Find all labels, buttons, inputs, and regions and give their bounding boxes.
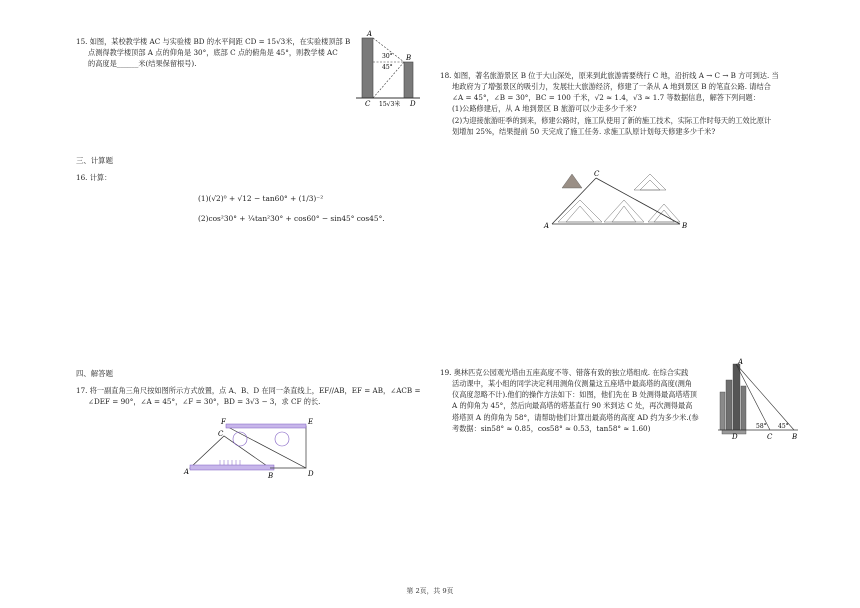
q18-line5: (2)为迎接旅游旺季的到来，修建公路时，施工队使用了新的施工技术，实际工作时每天的工效比原计 <box>452 115 772 125</box>
fig19-angle-45: 45° <box>778 423 789 430</box>
ruler-bar-bottom <box>190 465 274 470</box>
fig15-cd-length: 15√3米 <box>379 101 401 108</box>
fig19-label-d: D <box>732 433 738 441</box>
fig15-label-b: B <box>406 54 412 62</box>
page-footer: 第 2页，共 9页 <box>406 587 454 595</box>
q18-number: 18. <box>440 71 452 80</box>
q19-line3: 仪高度忽略不计).他们的操作方法如下：如图，他们先在 B 处测得最高塔塔顶 <box>452 390 697 400</box>
fig15-angle-30: 30° <box>382 53 393 60</box>
q17-line2: ∠DEF = 90°，∠A = 45°，∠F = 30°，BD = 3√3 − 3，求 CF 的长. <box>88 397 321 407</box>
q15-line3: 的高度是______米(结果保留根号). <box>88 59 197 69</box>
fig19-label-a: A <box>738 358 744 366</box>
q16-part2: (2)cos²30° + ¼tan²30° + cos60° − sin45° cos45°. <box>198 214 385 223</box>
fig17-label-c: C <box>218 430 224 438</box>
q16-intro: 计算： <box>89 173 112 182</box>
mountain-decoration-left <box>562 174 582 188</box>
fig15-label-c: C <box>365 100 371 108</box>
question-16 <box>76 172 416 183</box>
q18-line1: 如图，著名旅游景区 B 位于大山深处，原来到此旅游需要绕行 C 地，沿折线 A → C → B 方可到达. 当 <box>453 71 779 80</box>
fig17-label-e: E <box>308 418 314 426</box>
fig15-angle-45: 45° <box>382 64 393 71</box>
q15-line2: 点测得教学楼顶部 A 点的仰角是 30°，底部 C 点的俯角是 45°，则教学楼 AC <box>88 48 338 58</box>
q18-line3: ∠A = 45°，∠B = 30°，BC = 100 千米，√2 ≈ 1.4，√3 ≈ 1.7 等数据信息，解答下列问题： <box>452 93 760 103</box>
triangle-45 <box>190 436 270 468</box>
ruler-bar-top <box>226 424 306 428</box>
q16-part1: (1)(√2)⁰ + √12 − tan60° + (1/3)⁻² <box>198 194 324 203</box>
fig17-label-b: B <box>268 472 274 480</box>
q15-number: 15. <box>76 37 88 46</box>
fig18-label-b: B <box>682 222 688 230</box>
section-heading-answers: 四、解答题 <box>76 369 113 378</box>
fig17-label-f: F <box>221 418 226 426</box>
building-ac <box>362 38 373 98</box>
question-19 <box>440 367 732 434</box>
q18-line6: 划增加 25%，结果提前 50 天完成了施工任务. 求施工队原计划每天修建多少千米? <box>452 126 716 136</box>
tower-illustration <box>720 364 746 434</box>
fig19-label-b: B <box>792 433 798 441</box>
figure-18 <box>540 168 690 230</box>
fig18-label-c: C <box>594 170 600 178</box>
question-18 <box>440 70 800 137</box>
section-heading-calculation: 三、计算题 <box>76 156 113 165</box>
ruler-hole-right <box>275 432 289 446</box>
q19-number: 19. <box>440 368 452 377</box>
q16-number: 16. <box>76 173 88 182</box>
fig19-label-c: C <box>767 433 773 441</box>
question-17 <box>76 385 426 407</box>
q19-line6: 考数据：sin58° ≈ 0.85，cos58° ≈ 0.53，tan58° ≈ 1.60) <box>452 423 651 433</box>
question-15 <box>76 36 356 69</box>
ruler-hole-left <box>233 432 247 446</box>
q19-line4: A 的仰角为 45°，然后向最高塔的塔基直行 90 米到达 C 处，再次测得最高 <box>452 401 693 411</box>
q18-line4: (1)公路修建后，从 A 地到景区 B 旅游可以少走多少千米? <box>452 104 637 114</box>
figure-15 <box>352 28 428 108</box>
figure-19 <box>718 358 802 444</box>
fig15-label-d: D <box>410 100 416 108</box>
q17-number: 17. <box>76 386 88 395</box>
figure-17 <box>182 414 320 482</box>
q17-line1: 将一副直角三角尺按如图所示方式放置，点 A、B、D 在同一条直线上，EF//AB，EF = AB，∠ACB = <box>89 386 421 395</box>
fig15-label-a: A <box>367 30 373 38</box>
q19-line1: 奥林匹克公园观光塔由五座高度不等、错落有致的独立塔组成. 在综合实践 <box>453 368 689 377</box>
q19-line5: 塔塔顶 A 的仰角为 58°，请帮助他们计算出最高塔的高度 AD 约为多少米.(参 <box>452 412 699 422</box>
q19-line2: 活动课中，某小组的同学决定利用测角仪测量这五座塔中最高塔的高度(测角 <box>452 379 692 389</box>
q15-line1: 如图，某校教学楼 AC 与实验楼 BD 的水平间距 CD = 15√3米，在实验楼顶部 B <box>89 37 351 46</box>
fig17-label-a: A <box>184 468 190 476</box>
q18-line2: 地政府为了增强景区的吸引力，发展壮大旅游经济，修建了一条从 A 地到景区 B 的笔直公路. 请结合 <box>452 82 771 92</box>
fig17-label-d: D <box>308 470 314 478</box>
building-bd <box>404 62 413 98</box>
fig19-angle-58: 58° <box>756 423 767 430</box>
fig18-label-a: A <box>544 222 550 230</box>
